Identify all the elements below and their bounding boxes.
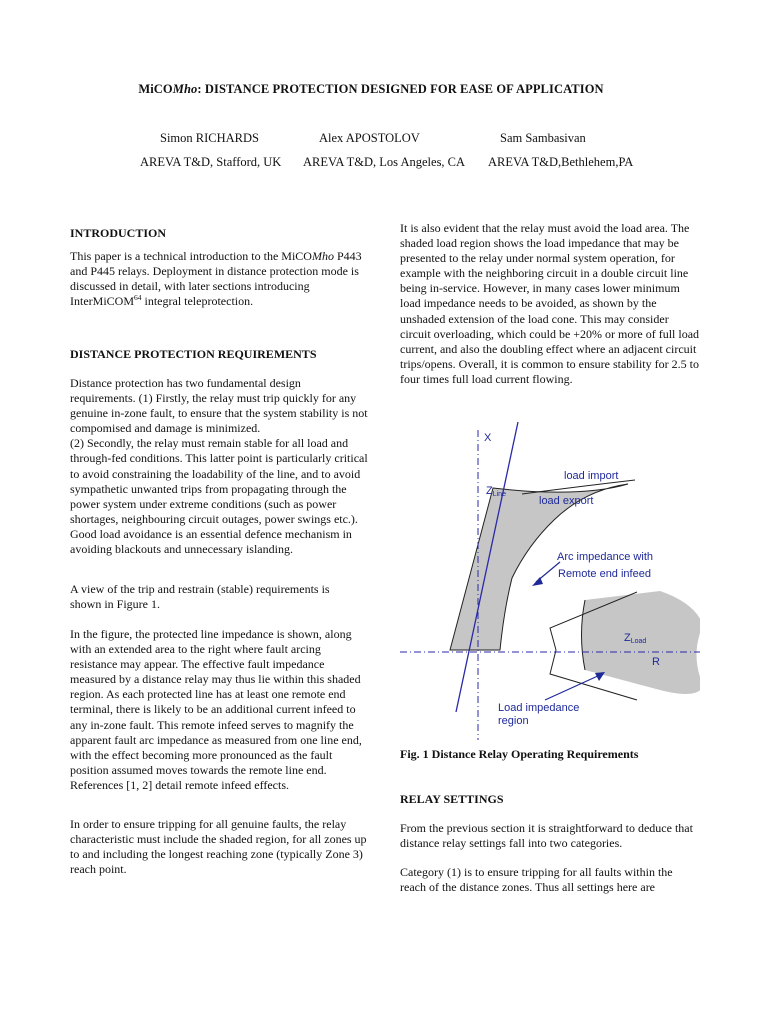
label-load-import: load import <box>564 470 619 482</box>
label-load-region-2: region <box>498 715 529 727</box>
intro-text-b: P443 and P445 relays. Deployment in distance protection mode is discussed in detail, with later sections introducing InterMiCOM <box>70 249 362 309</box>
label-r-axis: R <box>652 656 660 668</box>
author-name-3: Sam Sambasivan <box>500 131 586 145</box>
heading-introduction: INTRODUCTION <box>70 226 167 240</box>
paper-title <box>0 82 742 97</box>
author-name-1: Simon RICHARDS <box>160 131 259 145</box>
title-rest: : DISTANCE PROTECTION DESIGNED FOR EASE OF APPLICATION <box>197 82 604 96</box>
label-zload: ZLoad <box>624 632 647 645</box>
requirements-text-1b: (2) Secondly, the relay must remain stable for all load and through-fed conditions. This latter point is particularly critical to avoid constraining the loadability of the line, and to avoid sympathetic unwanted trips from propagating through the power system under extreme conditions (such as power shortages, neighbouring circuit outages, power swings etc.). Good load avoidance is an essential defence mechanism in avoiding blackouts and unnecessary islanding. <box>70 436 368 557</box>
title-italic: Mho <box>172 82 198 96</box>
intro-sup: 64 <box>134 293 142 303</box>
label-zline: ZLine <box>486 485 506 498</box>
author-name-2: Alex APOSTOLOV <box>319 131 420 145</box>
heading-requirements: DISTANCE PROTECTION REQUIREMENTS <box>70 347 317 361</box>
relay-settings-paragraph-2: Category (1) is to ensure tripping for all faults within the reach of the distance zones. Thus all settings here are <box>400 865 673 895</box>
arc-arrowhead <box>532 577 543 586</box>
requirements-paragraph-4: In order to ensure tripping for all genuine faults, the relay characteristic must include the shaded region, for all zones up to and including the longest reaching zone (typically Zone 3) reach point. <box>70 817 367 877</box>
relay-settings-paragraph-1: From the previous section it is straightforward to deduce that distance relay settings fall into two categories. <box>400 821 693 851</box>
heading-relay-settings: RELAY SETTINGS <box>400 792 504 806</box>
figure-distance-relay <box>400 420 700 740</box>
requirements-paragraph-1 <box>70 376 368 557</box>
title-prefix: MiCO <box>138 82 173 96</box>
load-arrow <box>545 675 600 700</box>
intro-italic: Mho <box>311 249 334 263</box>
requirements-paragraph-3: In the figure, the protected line impedance is shown, along with an extended area to the right where fault arcing resistance may appear. The effective fault impedance measured by a distance relay may thus lie within this shaded region. As each protected line has at least one remote end terminal, there is likely to be an additional current infeed to any in-zone fault. This remote infeed serves to magnify the apparent fault arc impedance as measured from one line end, with the effect becoming more pronounced as the fault position assumed moves towards the remote line end. References [1, 2] detail remote infeed effects. <box>70 627 362 792</box>
intro-text-a: This paper is a technical introduction to the MiCO <box>70 249 312 263</box>
author-affiliation-3: AREVA T&D,Bethlehem,PA <box>488 155 634 169</box>
intro-paragraph <box>70 249 370 309</box>
requirements-paragraph-2: A view of the trip and restrain (stable) requirements is shown in Figure 1. <box>70 582 330 612</box>
author-affiliation-2: AREVA T&D, Los Angeles, CA <box>303 155 466 169</box>
figure-caption: Fig. 1 Distance Relay Operating Requirements <box>400 747 639 761</box>
label-x-axis: X <box>484 432 492 444</box>
intro-text-c: integral teleprotection. <box>141 294 254 309</box>
label-load-export: load export <box>539 495 594 507</box>
author-affiliation-1: AREVA T&D, Stafford, UK <box>140 155 282 169</box>
requirements-text-1: Distance protection has two fundamental design requirements. (1) Firstly, the relay must trip quickly for any genuine in-zone fault, to ensure that the system stability is not compomised and damage is minimized. <box>70 376 368 436</box>
label-arc-line1: Arc impedance with <box>557 551 653 563</box>
right-column-paragraph: It is also evident that the relay must avoid the load area. The shaded load region shows the load impedance that may be presented to the relay under normal system operation, for example with the neighboring circuit in a double circuit line being in-service. However, in many cases lower minimum load impedance needs to be avoided, as shown by the unshaded extension of the load cone. This may consider circuit overloading, which could be +20% or more of full load current, and also the doubling effect where an adjacent circuit trips/opens. Overall, it is common to ensure stability for 2.5 to four times full load current flowing. <box>400 221 700 386</box>
label-load-region-1: Load impedance <box>498 702 580 714</box>
label-arc-line2: Remote end infeed <box>558 568 651 580</box>
